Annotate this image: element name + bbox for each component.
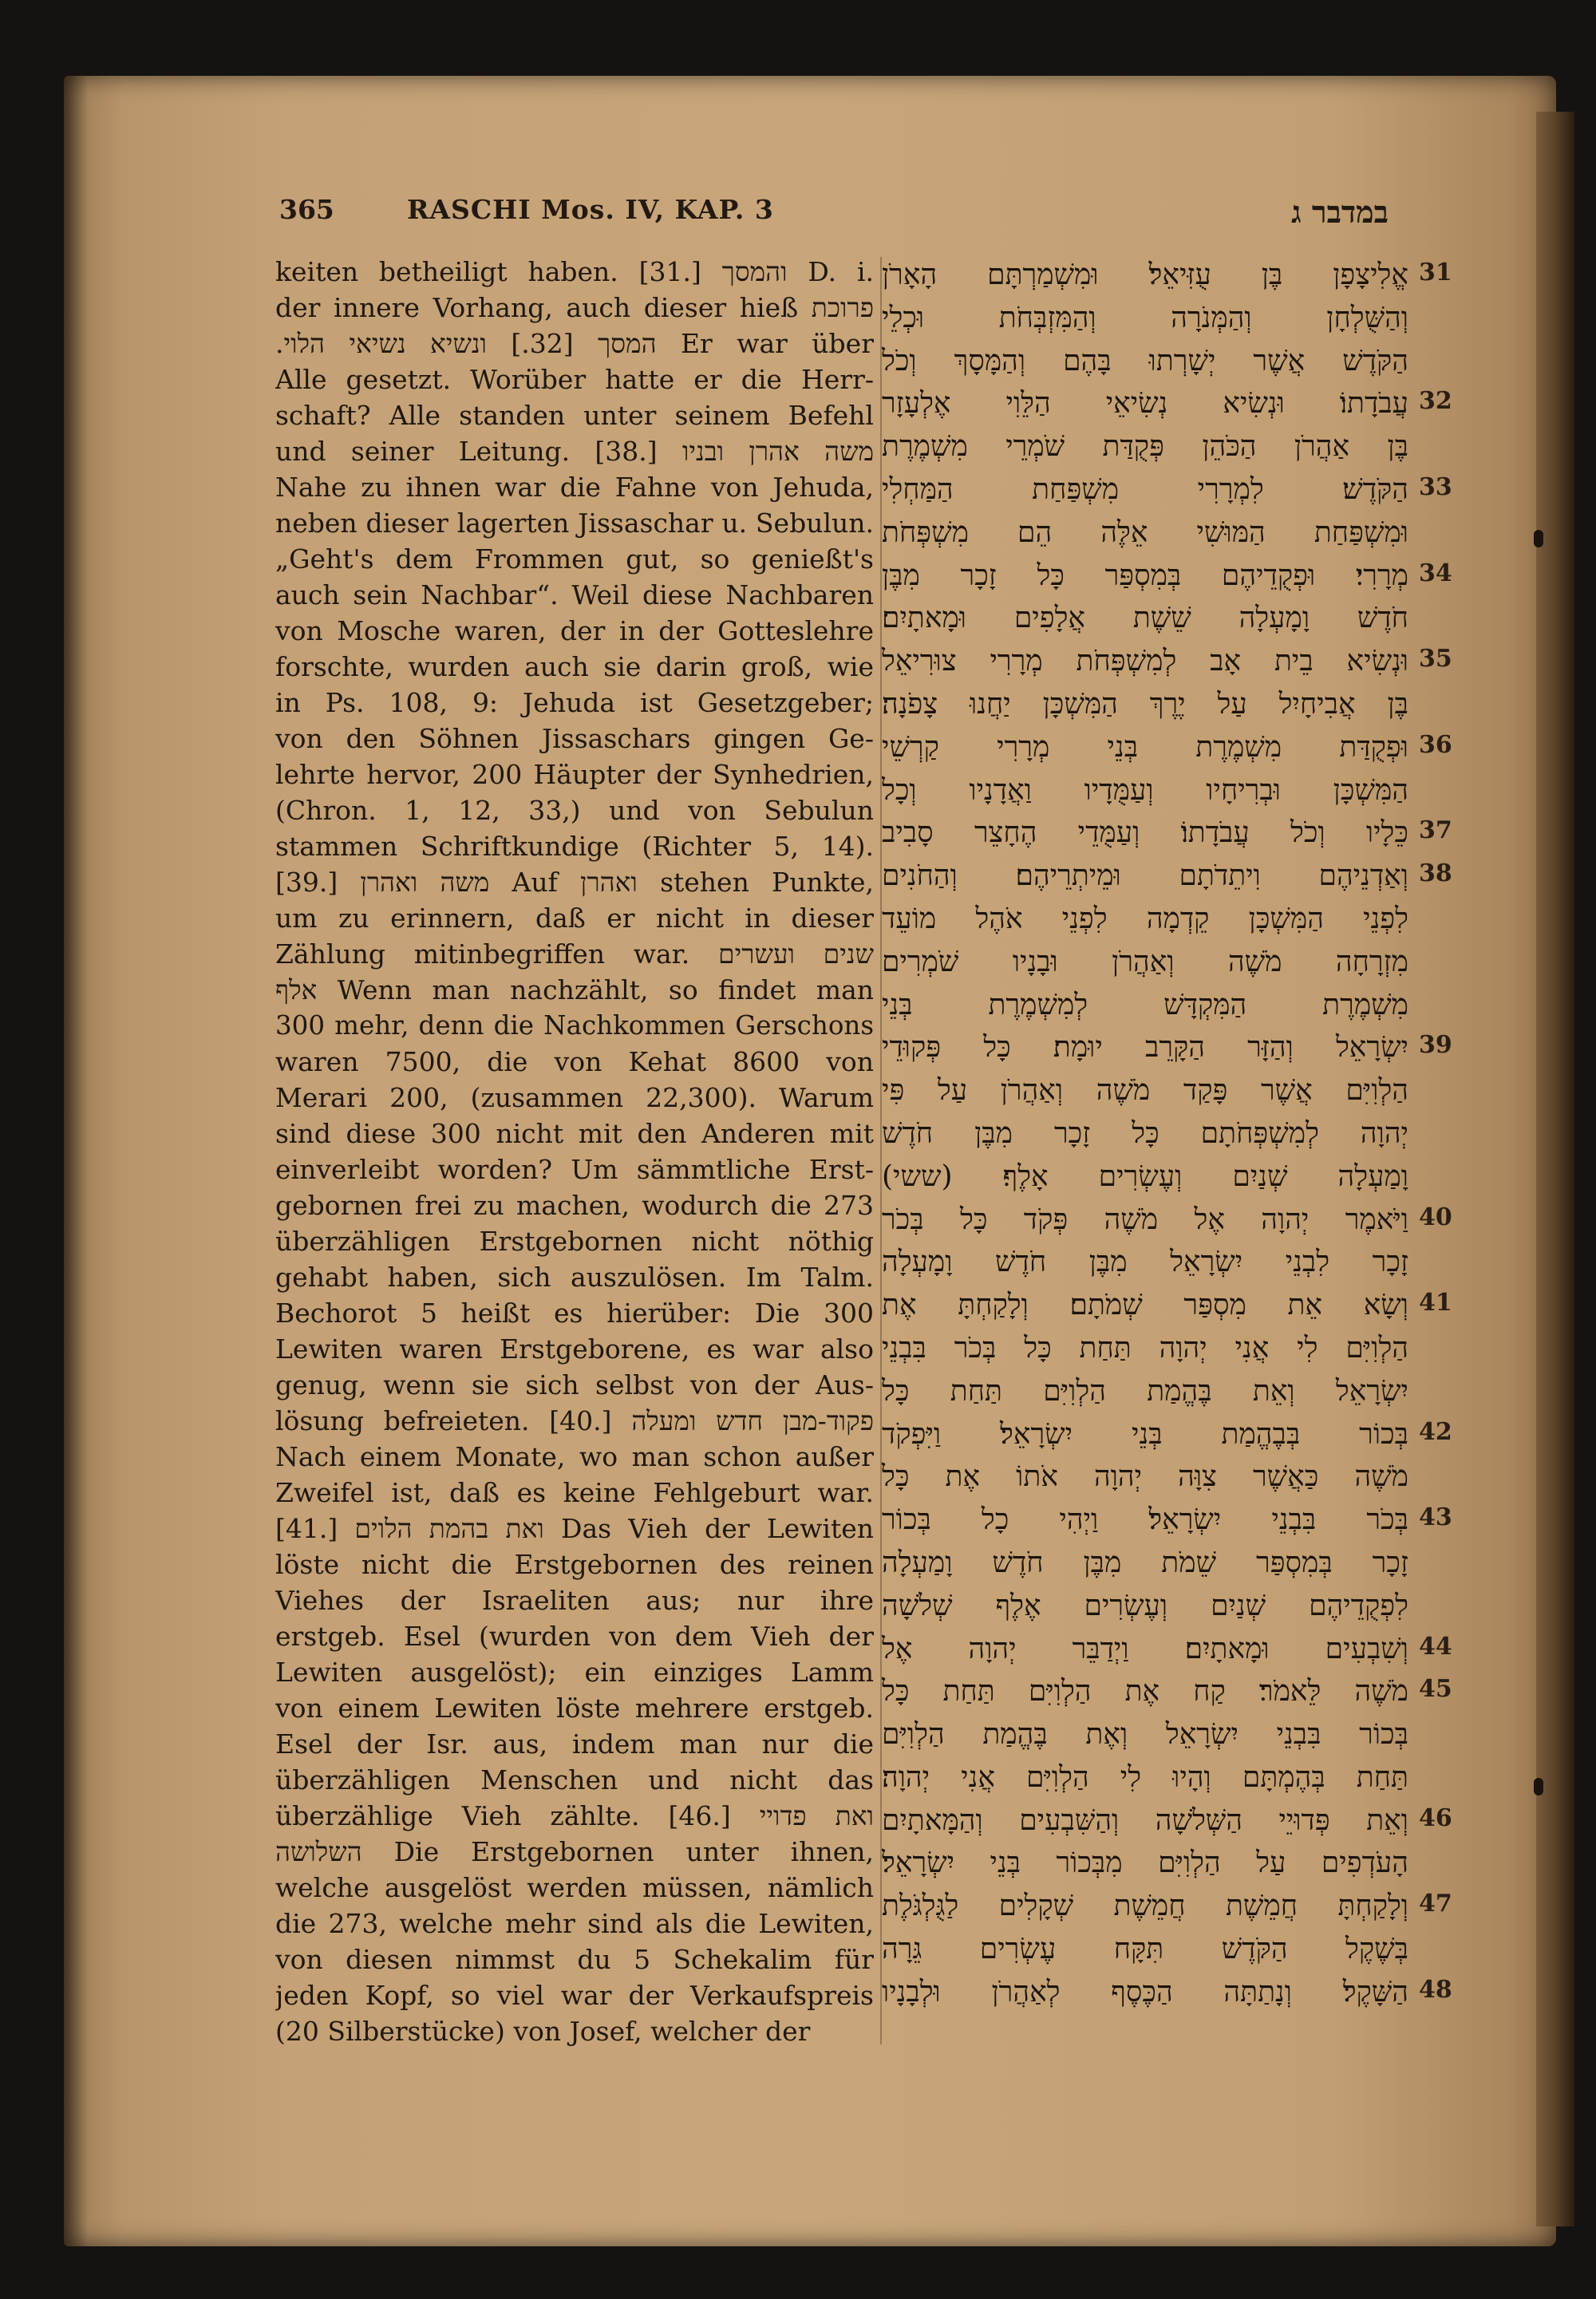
commentary-line: 300 mehr, denn die Nachkommen Gerschons xyxy=(275,1010,874,1041)
hebrew-verse-line: מְרָרִי׃ וּפְקֻדֵיהֶם בְּמִסְפַּר כָּל זָכָר מִבֶּן xyxy=(882,559,1408,592)
commentary-line: die 273, welche mehr sind als die Lewiten, xyxy=(275,1908,874,1939)
hebrew-verse-line: וּמִשְׁפַּחַת הַמּוּשִׁי אֵלֶּה הֵם מִשְׁפְּחֹת xyxy=(882,515,1408,549)
hebrew-running-title: במדבר ג xyxy=(1291,194,1389,230)
commentary-line: löste nicht die Erstgebornen des reinen xyxy=(275,1549,874,1580)
hebrew-verse-line: מִשְׁמֶרֶת הַמִּקְדָּשׁ לְמִשְׁמֶרֶת בְּנֵי xyxy=(882,988,1408,1021)
page-number: 365 xyxy=(279,194,334,225)
hebrew-verse-line: וְאֵת פְּדוּיֵי הַשְּׁלֹשָׁה וְהַשִּׁבְעִים וְהַמָּאתָיִם xyxy=(882,1803,1408,1837)
verse-number: 36 xyxy=(1419,730,1452,759)
commentary-line: [41.] ואת בהמת הלוים Das Vieh der Lewiten xyxy=(275,1513,874,1544)
hebrew-verse-line: תַּחַת בְּהֶמְתָּם וְהָיוּ לִי הַלְוִיִּם אֲנִי יְהוָה׃ xyxy=(882,1760,1408,1794)
commentary-line: lösung befreieten. [40.] פקוד-מבן חדש ומעלה xyxy=(275,1405,874,1436)
commentary-line: jeden Kopf, so viel war der Verkaufspreis xyxy=(275,1980,874,2011)
verse-number: 40 xyxy=(1419,1203,1452,1231)
hebrew-verse-line: יִשְׂרָאֵל וְהַזָּר הַקָּרֵב יוּמָת׃ כָּל פְּקוּדֵי xyxy=(882,1031,1408,1065)
commentary-line: Zählung mitinbegriffen war. שנים ועשרים xyxy=(275,938,874,970)
verse-number: 37 xyxy=(1419,816,1452,845)
hebrew-verse-line: בֶּן אַהֲרֹן הַכֹּהֵן פְּקֻדַּת שֹׁמְרֵי מִשְׁמֶרֶת xyxy=(882,430,1408,464)
binding-mark xyxy=(1534,530,1543,547)
commentary-line: (20 Silberstücke) von Josef, welcher der xyxy=(275,2016,811,2047)
verse-number: 47 xyxy=(1419,1890,1452,1918)
hebrew-verse-line: עֲבֹדָתוֹ׃ וּנְשִׂיא נְשִׂיאֵי הַלֵּוִי אֶלְעָזָר xyxy=(882,387,1408,421)
verse-number: 38 xyxy=(1419,859,1452,888)
commentary-line: Alle gesetzt. Worüber hatte er die Herr- xyxy=(275,364,874,395)
commentary-line: Bechorot 5 heißt es hierüber: Die 300 xyxy=(275,1298,874,1329)
commentary-line: erstgeb. Esel (wurden von dem Vieh der xyxy=(275,1621,874,1652)
hebrew-verse-line: יִשְׂרָאֵל וְאֵת בֶּהֱמַת הַלְוִיִּם תַּחַת כָּל xyxy=(882,1374,1408,1408)
commentary-line: um zu erinnern, daß er nicht in dieser xyxy=(275,903,874,934)
commentary-line: השלושה Die Erstgebornen unter ihnen, xyxy=(275,1836,874,1867)
hebrew-text-column xyxy=(882,254,1408,2014)
hebrew-verse-line: הַלְוִיִּם אֲשֶׁר פָּקַד מֹשֶׁה וְאַהֲרֹן עַל פִּי xyxy=(882,1074,1408,1108)
hebrew-verse-line: הַמִּשְׁכָּן וּבְרִיחָיו וְעַמֻּדָיו וַאֲדָנָיו וְכָל xyxy=(882,773,1408,807)
commentary-line: Merari 200, (zusammen 22,300). Warum xyxy=(275,1082,874,1113)
hebrew-verse-line: וְאַדְנֵיהֶם וִיתֵדֹתָם וּמֵיתְרֵיהֶם׃ וְהַחֹנִים xyxy=(882,859,1408,893)
verse-number: 32 xyxy=(1419,387,1452,416)
commentary-line: lehrte hervor, 200 Häupter der Synhedrien, xyxy=(275,759,874,790)
commentary-line: keiten betheiligt haben. [31.] והמסך D. i. xyxy=(275,256,874,287)
verse-number: 33 xyxy=(1419,473,1452,501)
verse-number: 41 xyxy=(1419,1289,1452,1317)
hebrew-verse-line: וְשִׁבְעִים וּמָאתָיִם׃ וַיְדַבֵּר יְהוָה אֶל xyxy=(882,1632,1408,1665)
hebrew-verse-line: בֶּן אֲבִיחָיִל עַל יֶרֶךְ הַמִּשְׁכָּן יַחֲנוּ צָפֹנָה׃ xyxy=(882,687,1408,721)
verse-number: 39 xyxy=(1419,1031,1452,1060)
commentary-line: .המסך [32.] ונשיא נשיאי הלוי Er war über xyxy=(275,328,874,359)
hebrew-verse-line: לִפְקֻדֵיהֶם שְׁנַיִם וְעֶשְׂרִים אֶלֶף שְׁלֹשָׁה xyxy=(882,1589,1408,1622)
commentary-line: überzähligen Erstgebornen nicht nöthig xyxy=(275,1226,874,1257)
verse-number: 44 xyxy=(1419,1632,1452,1661)
hebrew-verse-line: כֵּלָיו וְכֹל עֲבֹדָתוֹ׃ וְעַמֻּדֵי הֶחָצֵר סָבִיב xyxy=(882,816,1408,850)
hebrew-verse-line: וּפְקֻדַּת מִשְׁמֶרֶת בְּנֵי מְרָרִי קַרְשֵׁי xyxy=(882,730,1408,764)
verse-number: 45 xyxy=(1419,1675,1452,1704)
verse-number: 48 xyxy=(1419,1976,1452,2004)
hebrew-verse-line: זָכָר בְּמִסְפַּר שֵׁמֹת מִבֶּן חֹדֶשׁ וָמַעְלָה xyxy=(882,1546,1408,1579)
commentary-line: und seiner Leitung. [38.] משה אהרן ובניו xyxy=(275,436,874,467)
commentary-line: auch sein Nachbar“. Weil diese Nachbaren xyxy=(275,579,874,610)
commentary-line: Lewiten ausgelöst); ein einziges Lamm xyxy=(275,1657,874,1688)
hebrew-verse-line: הַלְוִיִּם לִי אֲנִי יְהוָה תַּחַת כָּל בְּכֹר בִּבְנֵי xyxy=(882,1331,1408,1365)
page-edge xyxy=(1536,112,1574,2226)
running-head xyxy=(279,194,1460,234)
commentary-line: [39.] משה ואהרן Auf ואהרן stehen Punkte, xyxy=(275,867,874,898)
commentary-line: אלף Wenn man nachzählt, so findet man xyxy=(275,974,874,1005)
commentary-line: von diesen nimmst du 5 Schekalim für xyxy=(275,1944,874,1975)
verse-number: 43 xyxy=(1419,1503,1452,1532)
hebrew-verse-line: לִפְנֵי הַמִּשְׁכָּן קֵדְמָה לִפְנֵי אֹהֶל מוֹעֵד xyxy=(882,902,1408,935)
commentary-line: sind diese 300 nicht mit den Anderen mit xyxy=(275,1118,874,1149)
hebrew-verse-line: וְהַשֻּׁלְחָן וְהַמְּנֹרָה וְהַמִּזְבְּחֹת וּכְלֵי xyxy=(882,301,1408,334)
commentary-line: von Mosche waren, der in der Gotteslehre xyxy=(275,615,874,646)
hebrew-verse-line: בְּכוֹר בְּבֶהֱמַת בְּנֵי יִשְׂרָאֵל׃ וַיִּפְקֹד xyxy=(882,1417,1408,1451)
hebrew-verse-line: חֹדֶשׁ וָמָעְלָה שֵׁשֶׁת אֲלָפִים וּמָאתָיִם׃ xyxy=(882,602,1408,635)
commentary-line: welche ausgelöst werden müssen, nämlich xyxy=(275,1872,874,1903)
running-title: RASCHI Mos. IV, KAP. 3 xyxy=(407,194,774,225)
hebrew-verse-line: אֱלִיצָפָן בֶּן עֻזִּיאֵל׃ וּמִשְׁמַרְתָּם הָאָרֹן xyxy=(882,259,1408,291)
hebrew-verse-line: בְּשֶׁקֶל הַקֹּדֶשׁ תִּקָּח עֶשְׂרִים גֵּרָה xyxy=(882,1933,1408,1966)
commentary-line: schaft? Alle standen unter seinem Befehl xyxy=(275,400,874,431)
commentary-line: gebornen frei zu machen, wodurch die 273 xyxy=(275,1190,874,1221)
hebrew-verse-line: וּנְשִׂיא בֵית אָב לְמִשְׁפְּחֹת מְרָרִי צוּרִיאֵל xyxy=(882,645,1408,678)
german-commentary-column xyxy=(275,254,874,2049)
commentary-line: waren 7500, die von Kehat 8600 von xyxy=(275,1046,874,1077)
hebrew-verse-line: מִזְרָחָה מֹשֶׁה וְאַהֲרֹן וּבָנָיו שֹׁמְרִים xyxy=(882,945,1408,978)
hebrew-verse-line: הַקֹּדֶשׁ׃ לִמְרָרִי מִשְׁפַּחַת הַמַּחְלִי xyxy=(882,472,1408,506)
verse-number: 42 xyxy=(1419,1417,1452,1446)
hebrew-verse-line: הָעֹדְפִים עַל הַלְוִיִּם מִבְּכוֹר בְּנֵי יִשְׂרָאֵל׃ xyxy=(882,1847,1408,1880)
commentary-line: Esel der Isr. aus, indem man nur die xyxy=(275,1728,874,1760)
commentary-line: von den Söhnen Jissaschars gingen Ge- xyxy=(275,723,874,754)
commentary-line: Nach einem Monate, wo man schon außer xyxy=(275,1441,874,1472)
hebrew-verse-line: מֹשֶׁה לֵּאמֹר׃ קַח אֶת הַלְוִיִּם תַּחַת כָּל xyxy=(882,1675,1408,1708)
commentary-line: Viehes der Israeliten aus; nur ihre xyxy=(275,1585,874,1616)
hebrew-verse-line: וַיֹּאמֶר יְהוָה אֶל מֹשֶׁה פְּקֹד כָּל בְּכֹר xyxy=(882,1203,1408,1236)
commentary-line: (Chron. 1, 12, 33,) und von Sebulun xyxy=(275,795,874,826)
commentary-line: der innere Vorhang, auch dieser hieß פרוכת xyxy=(275,292,874,323)
commentary-line: in Ps. 108, 9: Jehuda ist Gesetzgeber; xyxy=(275,687,874,718)
commentary-line: überzählige Vieh zählte. [46.] ואת פדויי xyxy=(275,1800,874,1831)
hebrew-verse-line: הַקֹּדֶשׁ אֲשֶׁר יְשָׁרְתוּ בָּהֶם וְהַמָּסָךְ וְכֹל xyxy=(882,344,1408,377)
verse-number: 31 xyxy=(1419,259,1452,286)
commentary-line: „Geht's dem Frommen gut, so genießt's xyxy=(275,543,874,575)
commentary-line: einverleibt worden? Um sämmtliche Erst- xyxy=(275,1154,874,1185)
commentary-line: von einem Lewiten löste mehrere erstgeb. xyxy=(275,1693,874,1724)
commentary-line: genug, wenn sie sich selbst von der Aus- xyxy=(275,1369,874,1400)
hebrew-verse-line: מֹשֶׁה כַּאֲשֶׁר צִוָּה יְהוָה אֹתוֹ אֶת כָּל xyxy=(882,1460,1408,1494)
verse-number: 46 xyxy=(1419,1803,1452,1832)
commentary-line: stammen Schriftkundige (Richter 5, 14). xyxy=(275,831,874,862)
hebrew-verse-line: זָכָר לִבְנֵי יִשְׂרָאֵל מִבֶּן חֹדֶשׁ וָמָעְלָה xyxy=(882,1246,1408,1279)
commentary-line: forschte, wurden auch sie darin groß, wie xyxy=(275,651,874,682)
hebrew-verse-line: וְלָקַחְתָּ חֲמֵשֶׁת חֲמֵשֶׁת שְׁקָלִים לַגֻּלְגֹּלֶת xyxy=(882,1890,1408,1923)
hebrew-verse-line: בְּכֹר בִּבְנֵי יִשְׂרָאֵל׃ וַיְהִי כָל בְּכוֹר xyxy=(882,1503,1408,1537)
commentary-line: überzähligen Menschen und nicht das xyxy=(275,1764,874,1795)
commentary-line: gehabt haben, sich auszulösen. Im Talm. xyxy=(275,1262,874,1293)
commentary-line: Zweifel ist, daß es keine Fehlgeburt war. xyxy=(275,1477,874,1508)
commentary-line: neben dieser lagerten Jissaschar u. Sebulun. xyxy=(275,508,874,539)
commentary-line: Lewiten waren Erstgeborene, es war also xyxy=(275,1333,874,1365)
verse-number: 34 xyxy=(1419,559,1452,587)
hebrew-verse-line: וָמַעְלָה שְׁנַיִם וְעֶשְׂרִים אָלֶף׃ (ששי) xyxy=(882,1159,1408,1193)
commentary-line: Nahe zu ihnen war die Fahne von Jehuda, xyxy=(275,472,874,503)
verse-number: 35 xyxy=(1419,645,1452,674)
binding-mark xyxy=(1534,1778,1543,1795)
hebrew-verse-line: בְּכוֹר בִּבְנֵי יִשְׂרָאֵל וְאֶת בֶּהֱמַת הַלְוִיִּם xyxy=(882,1718,1408,1752)
hebrew-verse-line: יְהוָה לְמִשְׁפְּחֹתָם כָּל זָכָר מִבֶּן חֹדֶשׁ xyxy=(882,1116,1408,1150)
hebrew-verse-line: וְשָׂא אֵת מִסְפַּר שְׁמֹתָם׃ וְלָקַחְתָּ אֶת xyxy=(882,1289,1408,1322)
gutter-shadow xyxy=(64,76,88,2246)
hebrew-verse-line: הַשָּׁקֶל׃ וְנָתַתָּה הַכֶּסֶף לְאַהֲרֹן וּלְבָנָיו xyxy=(882,1975,1408,2009)
